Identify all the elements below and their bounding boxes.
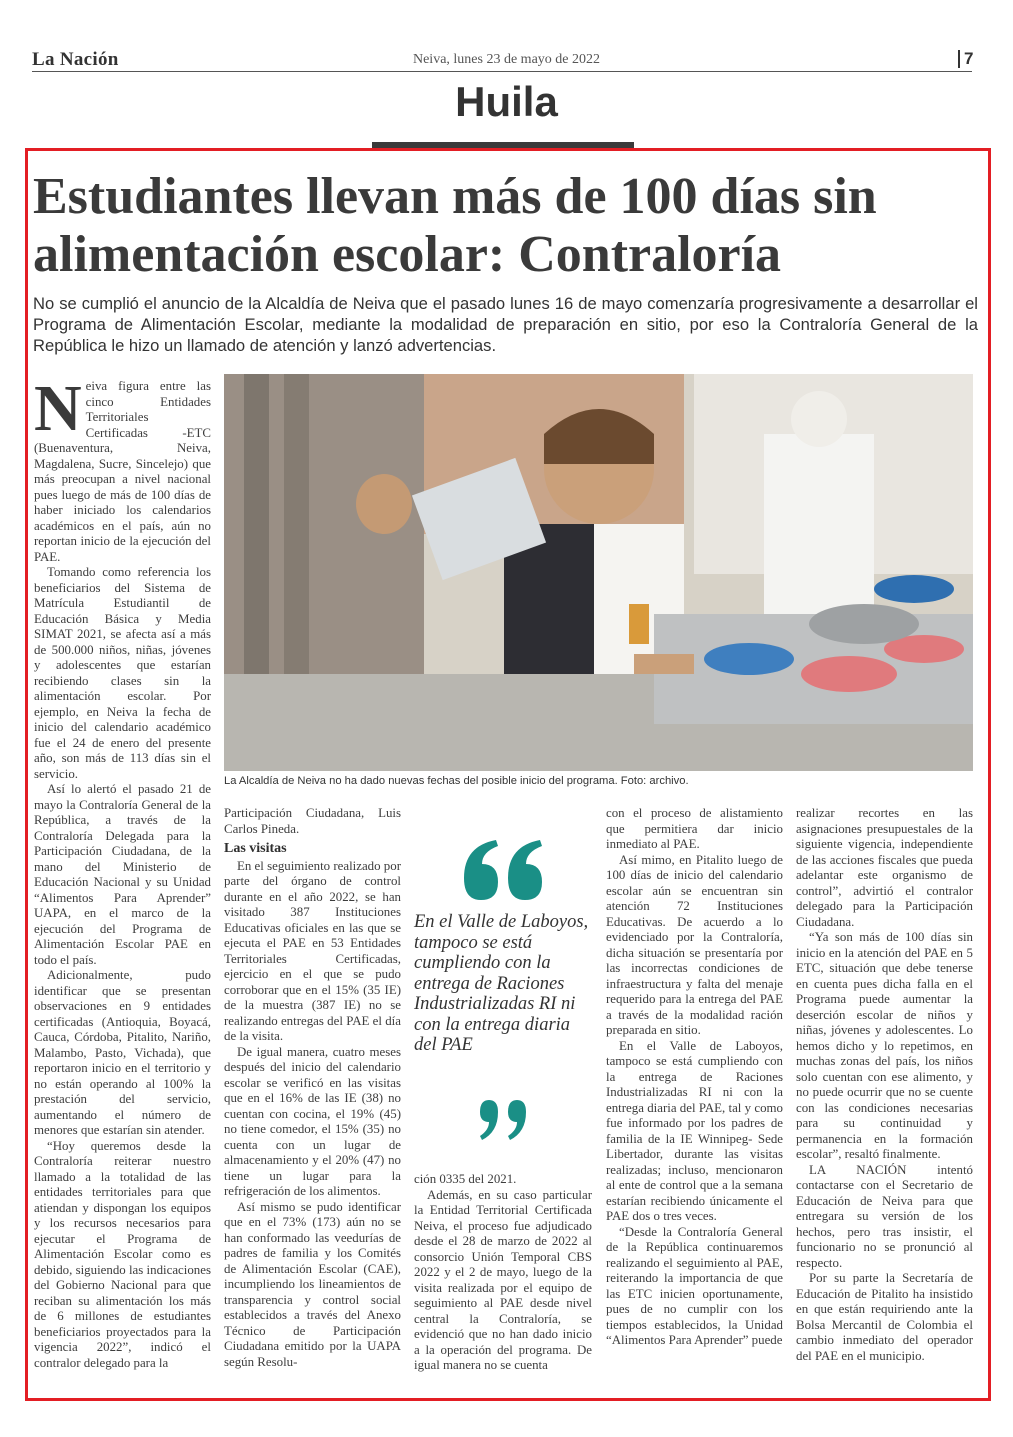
col5-paragraph: “Ya son más de 100 días sin inicio en la atención del PAE en 5 ETC, situación que debe tenerse en cuenta pues dicha falla en el Programa puede aumentar la deserción escolar de niños y niñas, jóvenes y adolescentes. Lo hemos dicho y lo repetimos, en muchas zonas del país, los niños solo cuentan con ese alimento, y no puede ocurrir que no se cuente con las condiciones necesarias para su continuidad y permanencia en la formación escolar”, resaltó finalmente. [796, 930, 973, 1161]
masthead: La Nación [32, 49, 119, 70]
dateline: Neiva, lunes 23 de mayo de 2022 [412, 52, 600, 67]
column-2 [224, 806, 401, 1370]
pull-quote: En el Valle de Laboyos, tampoco se está cumpliendo con la entrega de Raciones Industrializadas RI ni con la entrega diaria del PAE [414, 912, 589, 1055]
col2-paragraph: Participación Ciudadana, Luis Carlos Pineda. [224, 806, 401, 836]
col2-paragraph: Así mismo se pudo identificar que en el 73% (173) aún no se han conformado las veedurías de padres de familia y los Comités de Alimentación Escolar (CAE), incumpliendo los lineamientos de transparencia y control social establecidos a través del Anexo Técnico de Participación Ciudadana emitido por la UAPA según Resolu- [224, 1199, 401, 1369]
col4-paragraph: Así mimo, en Pitalito luego de 100 días de inicio del calendario escolar aún se encuentran sin atención 72 Instituciones Educativas. De acuerdo a lo evidenciado por la Contraloría, dicha situación se presentaría por las incorrectas condiciones de infraestructura y falta del menaje requerido para la entrega del PAE a través de la modalidad ración preparada en sitio. [606, 852, 783, 1037]
article-photo [224, 374, 973, 771]
lede: No se cumplió el anuncio de la Alcaldía de Neiva que el pasado lunes 16 de mayo comenzaría progresivamente a desarrollar el Programa de Alimentación Escolar, mediante la modalidad de preparación en sitio, por eso la Contraloría General de la República le hizo un llamado de atención y lanzó advertencias. [33, 294, 978, 355]
subheading: Las visitas [224, 841, 287, 856]
col5-paragraph: LA NACIÓN intentó contactarse con el Secretario de Educación de Neiva para que entregara su versión de los hechos, pero tras insistir, el funcionario no se pronunció al respecto. [796, 1162, 973, 1270]
open-quote-icon [462, 838, 546, 902]
col3-paragraph: Además, en su caso particular la Entidad Territorial Certificada Neiva, el proceso fue adjudicado desde el 28 de marzo de 2022 al consorcio Unión Temporal CBS 2022 y el 2 de mayo, luego de la visita realizada por el equipo de seguimiento al PAE desde nivel central la Contraloría, se evidenció que no han dado inicio a la operación del programa. De igual manera no se cuenta [414, 1187, 592, 1372]
page-number: 7 [958, 50, 973, 68]
col3-paragraph: ción 0335 del 2021. [414, 1172, 517, 1186]
column-5 [796, 806, 973, 1364]
col1-paragraph: Adicionalmente, pudo identificar que se presentan observaciones en 9 entidades certificadas (Antioquia, Boyacá, Cauca, Córdoba, Pitalito, Nariño, Malambo, Pasto, Vichada), que reportaron inicio en el territorio y no están operando al 100% la prestación del servicio, aumentando el número de menores que estarían sin atender. [34, 968, 211, 1137]
col5-paragraph: Por su parte la Secretaría de Educación de Pitalito ha insistido en que están requiriendo ante la Bolsa Mercantil de Colombia el cambio inmediato del operador del PAE en el municipio. [796, 1271, 973, 1363]
col2-paragraph: En el seguimiento realizado por parte del órgano de control durante en el año 2022, se han visitado 387 Instituciones Educativas oficiales en las que se ejecuta el PAE en 53 Entidades Territoriales Certificadas, ejercicio en el que se pudo corroborar que en el 15% (35 IE) de la muestra (387 IE) no se realizando entregas del PAE el día de la visita. [224, 858, 401, 1043]
col1-paragraph: Así lo alertó el pasado 21 de mayo la Contraloría General de la República, a través de la Contraloría Delegada para la Participación Ciudadana, de la mano del Ministerio de Educación Nacional y su Unidad “Alimentos Para Aprender” UAPA, en el marco de la ejecución del Programa de Alimentación Escolar PAE en todo el país. [34, 782, 211, 967]
column-3 [414, 1172, 592, 1374]
headline: Estudiantes llevan más de 100 días sin alimentación escolar: Contraloría [33, 168, 877, 283]
col4-paragraph: “Desde la Contraloría General de la República continuaremos realizando el seguimiento al PAE, reiterando la importancia de que las ETC inicien oportunamente, pues de no cumplir con los tiempos establecidos, la Unidad “Alimentos Para Aprender” puede [606, 1224, 783, 1347]
section-title: Huila [455, 78, 558, 125]
photo-caption: La Alcaldía de Neiva no ha dado nuevas fechas del posible inicio del programa. Foto: archivo. [224, 775, 689, 787]
column-4 [606, 806, 783, 1349]
col4-paragraph: con el proceso de alistamiento que permitiera dar inicio inmediato al PAE. [606, 806, 783, 851]
close-quote-icon [478, 1100, 530, 1142]
col1-paragraph: Tomando como referencia los beneficiarios del Sistema de Matrícula Estudiantil de Educación Básica y Media SIMAT 2021, se afecta así a más de 500.000 niños, niñas, jóvenes y adolescentes que estarían recibiendo clases sin la alimentación escolar. Por ejemplo, en Neiva la fecha de inicio del calendario académico fue el 24 de enero del presente año, son más de 113 días sin el servicio. [34, 565, 211, 781]
column-1 [34, 372, 211, 1371]
photo-illustration [224, 374, 973, 771]
col1-paragraph: “Hoy queremos desde la Contraloría reiterar nuestro llamado a la totalidad de las entidades territoriales para que atiendan y dispongan los equipos y los recursos necesarios para ejecutar el Programa de Alimentación Escolar como es debido, siguiendo las indicaciones del Gobierno Nacional para que reciban su alimentación los más de 6 millones de estudiantes beneficiarios proyectados para la vigencia 2022”, indicó el contralor delegado para la [34, 1138, 211, 1370]
header-rule [32, 71, 972, 72]
col2-paragraph: De igual manera, cuatro meses después del inicio del calendario escolar se verificó en las visitas que en el 16% de las IE (38) no cuentan con cocina, el 19% (45) no tiene comedor, el 15% (35) no cuenta con un lugar de almacenamiento y el 20% (47) no tiene un lugar para la refrigeración de los alimentos. [224, 1044, 401, 1198]
col1-paragraph: eiva figura entre las cinco Entidades Territoriales Certificadas -ETC (Buenaventura, Neiva, Magdalena, Sucre, Sincelejo) que más preocupan a nivel nacional pues luego de más de 100 días de haber iniciado los calendarios académicos en el país, aún no reportan inicio de la ejecución del PAE. [34, 379, 211, 564]
col5-paragraph: realizar recortes en las asignaciones presupuestales de la siguiente vigencia, independiente de las acciones fiscales que pueda adelantar este organismo de control”, advirtió el contralor delegado para la Participación Ciudadana. [796, 806, 973, 929]
col4-paragraph: En el Valle de Laboyos, tampoco se está cumpliendo con la entrega de Raciones Industrializadas RI ni con la entrega diaria del PAE, tal y como fue informado por los padres de familia de la IE Winnipeg- Sede Libertador, durante las visitas realizadas; incluso, mencionaron al ente de control que a la semana estarían recibiendo únicamente el PAE dos o tres veces. [606, 1038, 783, 1223]
dropcap: N [34, 372, 82, 445]
